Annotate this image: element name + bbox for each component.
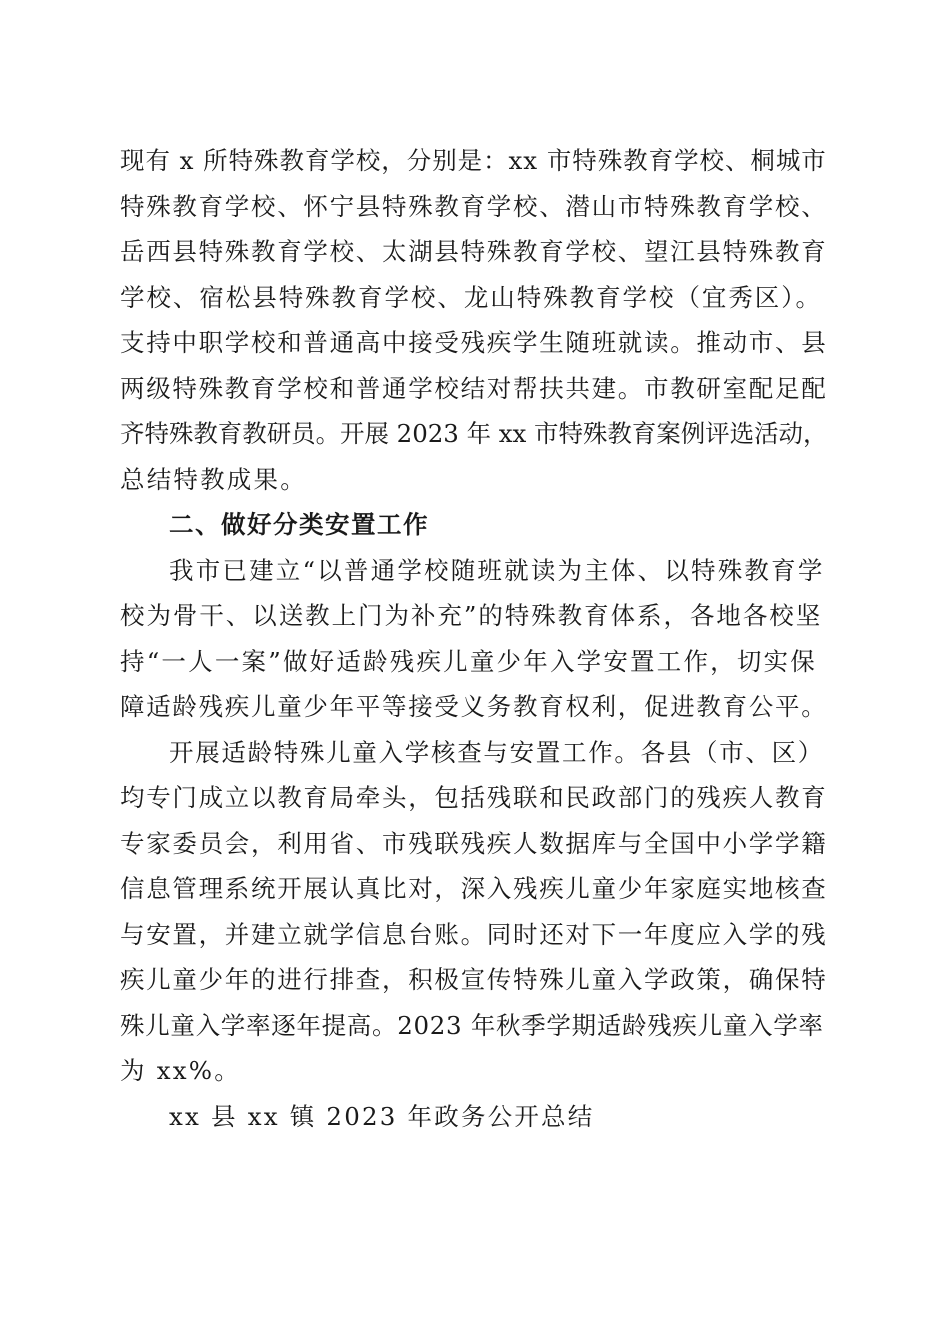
paragraph-line: 总结特教成果。 — [120, 465, 307, 494]
paragraph-line: 疾儿童少年的进行排查，积极宣传特殊儿童入学政策，确保特 — [120, 965, 828, 994]
document-title-line: xx 县 xx 镇 2023 年政务公开总结 — [169, 1102, 595, 1131]
paragraph-line: 均专门成立以教育局牵头，包括残联和民政部门的残疾人教育 — [120, 783, 828, 812]
paragraph-line: 开展适龄特殊儿童入学核查与安置工作。各县（市、区） — [169, 738, 824, 767]
paragraph-line: 齐特殊教育教研员。开展 2023 年 xx 市特殊教育案例评选活动， — [120, 419, 828, 448]
section-heading: 二、做好分类安置工作 — [169, 510, 429, 539]
paragraph-line: 学校、宿松县特殊教育学校、龙山特殊教育学校（宜秀区）。 — [120, 283, 822, 312]
paragraph-line: 障适龄残疾儿童少年平等接受义务教育权利，促进教育公平。 — [120, 692, 828, 721]
paragraph-line: 为 xx%。 — [120, 1056, 241, 1085]
paragraph-line: 特殊教育学校、怀宁县特殊教育学校、潜山市特殊教育学校、 — [120, 192, 828, 221]
paragraph-line: 与安置，并建立就学信息台账。同时还对下一年度应入学的残 — [120, 920, 828, 949]
paragraph-line: 信息管理系统开展认真比对，深入残疾儿童少年家庭实地核查 — [120, 874, 828, 903]
paragraph-line: 持“一人一案”做好适龄残疾儿童少年入学安置工作，切实保 — [120, 647, 817, 676]
paragraph-line: 两级特殊教育学校和普通学校结对帮扶共建。市教研室配足配 — [120, 374, 828, 403]
paragraph-line: 校为骨干、以送教上门为补充”的特殊教育体系，各地各校坚 — [120, 601, 823, 630]
paragraph-line: 支持中职学校和普通高中接受残疾学生随班就读。推动市、县 — [120, 328, 828, 357]
paragraph-line: 岳西县特殊教育学校、太湖县特殊教育学校、望江县特殊教育 — [120, 237, 828, 266]
paragraph-line: 我市已建立“以普通学校随班就读为主体、以特殊教育学 — [169, 556, 825, 585]
paragraph-line: 专家委员会，利用省、市残联残疾人数据库与全国中小学学籍 — [120, 829, 828, 858]
paragraph-line: 现有 x 所特殊教育学校，分别是：xx 市特殊教育学校、桐城市 — [120, 146, 827, 175]
paragraph-line: 殊儿童入学率逐年提高。2023 年秋季学期适龄残疾儿童入学率 — [120, 1011, 824, 1040]
